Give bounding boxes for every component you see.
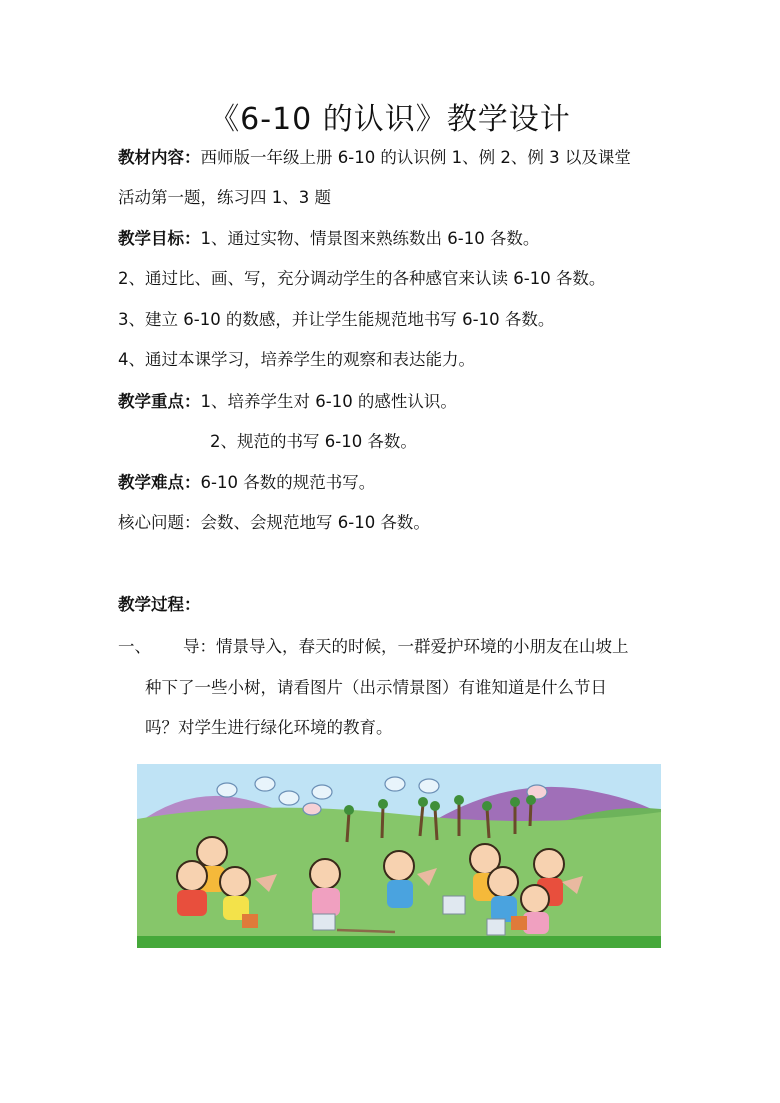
content-text-2: 活动第一题，练习四 1、3 题 <box>118 188 331 207</box>
keypoint-item-1: 1、培养学生对 6-10 的感性认识。 <box>200 392 457 411</box>
keypoint-item-2: 2、规范的书写 6-10 各数。 <box>210 432 417 451</box>
difficulty-line <box>118 471 375 495</box>
core-question: 核心问题：会数、会规范地写 6-10 各数。 <box>118 513 430 532</box>
goal-item-3: 3、建立 6-10 的数感，并让学生能规范地书写 6-10 各数。 <box>118 310 555 329</box>
content-text-1: 西师版一年级上册 6-10 的认识例 1、例 2、例 3 以及课堂 <box>200 148 631 167</box>
goal-item-4: 4、通过本课学习，培养学生的观察和表达能力。 <box>118 350 475 369</box>
page-title: 《6-10 的认识》教学设计 <box>209 102 571 137</box>
keypoints-label: 教学重点： <box>118 392 201 411</box>
content-line-1 <box>118 146 631 170</box>
goals-line-1 <box>118 227 539 251</box>
difficulty-label: 教学难点： <box>118 473 201 492</box>
goal-item-1: 1、通过实物、情景图来熟练数出 6-10 各数。 <box>200 229 540 248</box>
keypoints-line-1 <box>118 390 457 414</box>
difficulty-text: 6-10 各数的规范书写。 <box>200 473 376 492</box>
step-1-line-1 <box>118 635 629 659</box>
step-1-text-3: 吗？对学生进行绿化环境的教育。 <box>145 718 393 737</box>
goal-item-2: 2、通过比、画、写，充分调动学生的各种感官来认读 6-10 各数。 <box>118 269 606 288</box>
goals-label: 教学目标： <box>118 229 201 248</box>
step-number: 一、 <box>118 637 151 656</box>
step-1-text-2: 种下了一些小树，请看图片（出示情景图）有谁知道是什么节日 <box>145 678 607 697</box>
scene-illustration <box>137 764 661 948</box>
process-label: 教学过程： <box>118 595 201 614</box>
grass-edge <box>137 936 661 948</box>
step-1-text-1: 导：情景导入，春天的时候，一群爱护环境的小朋友在山坡上 <box>183 637 629 656</box>
content-label: 教材内容： <box>118 148 201 167</box>
